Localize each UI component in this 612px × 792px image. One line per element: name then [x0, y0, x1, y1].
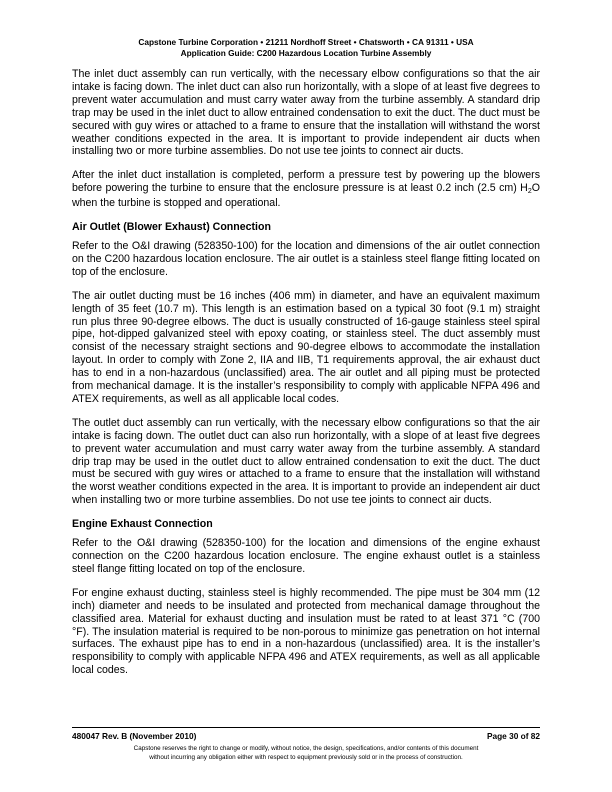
footer-divider [72, 727, 540, 728]
paragraph-inlet-duct-routing: The inlet duct assembly can run vertically, with the necessary elbow configurations so that the air intake is facing down. The inlet duct can also run horizontally, with a slope of at least five degrees to prevent water accumulation and must carry water away from the turbine assembly. A standard drip trap may be used in the inlet duct to allow entrained condensation to exit the duct. The duct must be secured with guy wires or attached to a frame to ensure that the installation will withstand the worst weather conditions expected in the area. It is important to provide independent air ducts when installing two or more turbine assemblies. Do not use tee joints to connect air ducts. [72, 68, 540, 158]
header-guide-title: Application Guide: C200 Hazardous Location Turbine Assembly [180, 48, 432, 58]
heading-air-outlet: Air Outlet (Blower Exhaust) Connection [72, 221, 271, 234]
page-number: Page 30 of 82 [486, 731, 540, 741]
page-header [72, 37, 540, 59]
heading-engine-exhaust: Engine Exhaust Connection [72, 518, 213, 531]
disclaimer-line-1: Capstone reserves the right to change or modify, without notice, the design, specifications, and/or contents of this document [133, 745, 479, 752]
paragraph-outlet-duct-routing: The outlet duct assembly can run vertically, with the necessary elbow configurations so that the air intake is facing down. The outlet duct can also run horizontally, with a slope of at least five degrees to prevent water accumulation and must carry water away from the turbine assembly. A standard drip trap may be used in the outlet duct to allow entrained condensation to exit the duct. The duct must be secured with guy wires or attached to a frame to ensure that the installation will withstand the worst weather conditions expected in the area. It is important to provide an independent air duct when installing two or more turbine assemblies. Do not use tee joints to connect air ducts. [72, 416, 540, 507]
paragraph-air-outlet-location: Refer to the O&I drawing (528350-100) for the location and dimensions of the air outlet connection on the C200 hazardous location enclosure. The air outlet is a stainless steel flange fitting located on top of the enclosure. [72, 239, 540, 278]
footer-disclaimer [72, 745, 540, 762]
subscript-2: 2 [527, 188, 532, 196]
paragraph-pressure-test [72, 169, 540, 210]
paragraph-engine-exhaust-location: Refer to the O&I drawing (528350-100) for the location and dimensions of the engine exhaust connection on the C200 hazardous location enclosure. The engine exhaust outlet is a stainless steel flange fitting located on top of the enclosure. [72, 537, 540, 575]
pressure-test-text: After the inlet duct installation is completed, perform a pressure test by powering up the blowers before powering the turbine to ensure that the enclosure pressure is at least 0.2 inch (2.5 cm) H [72, 169, 540, 195]
disclaimer-line-2: without incurring any obligation either with respect to equipment previously sold or in the process of construction. [149, 753, 463, 761]
header-company-line: Capstone Turbine Corporation • 21211 Nordhoff Street • Chatsworth • CA 91311 • USA [138, 37, 474, 47]
paragraph-engine-exhaust-ducting: For engine exhaust ducting, stainless steel is highly recommended. The pipe must be 304 mm (12 inch) diameter and needs to be insulated and protected from mechanical damage throughout the classified area. Material for exhaust ducting and insulation must be rated to at least 371 °C (700 °F). The insulation material is required to be non-porous to minimize gas penetration on hot internal surfaces. The exhaust pipe has to end in a non-hazardous (unclassified) area. It is the installer’s responsibility to comply with applicable NFPA 496 and ATEX requirements, as well as all applicable local codes. [72, 586, 540, 677]
pressure-test-text-end: O when the turbine is stopped and operational. [72, 182, 540, 210]
document-body [72, 68, 540, 688]
document-revision: 480047 Rev. B (November 2010) [72, 731, 197, 741]
paragraph-air-outlet-ducting: The air outlet ducting must be 16 inches (406 mm) in diameter, and have an equivalent maximum length of 35 feet (10.7 m). This length is an estimation based on a typical 30 foot (9.1 m) straight run plus three 90-degree elbows. The duct is usually constructed of 16-gauge stainless steel spiral pipe, hot-dipped galvanized steel with epoxy coating, or stainless steel. The duct assembly must consist of the necessary straight sections and 90-degree elbows to accommodate the installation layout. In order to comply with Zone 2, IIA and IIB, T1 requirements approval, the air exhaust duct has to end in a non-hazardous (unclassified) area. The air outlet and all piping must be protected from mechanical damage. It is the installer’s responsibility to comply with applicable NFPA 496 and ATEX requirements, as well as all applicable local codes. [72, 289, 540, 405]
